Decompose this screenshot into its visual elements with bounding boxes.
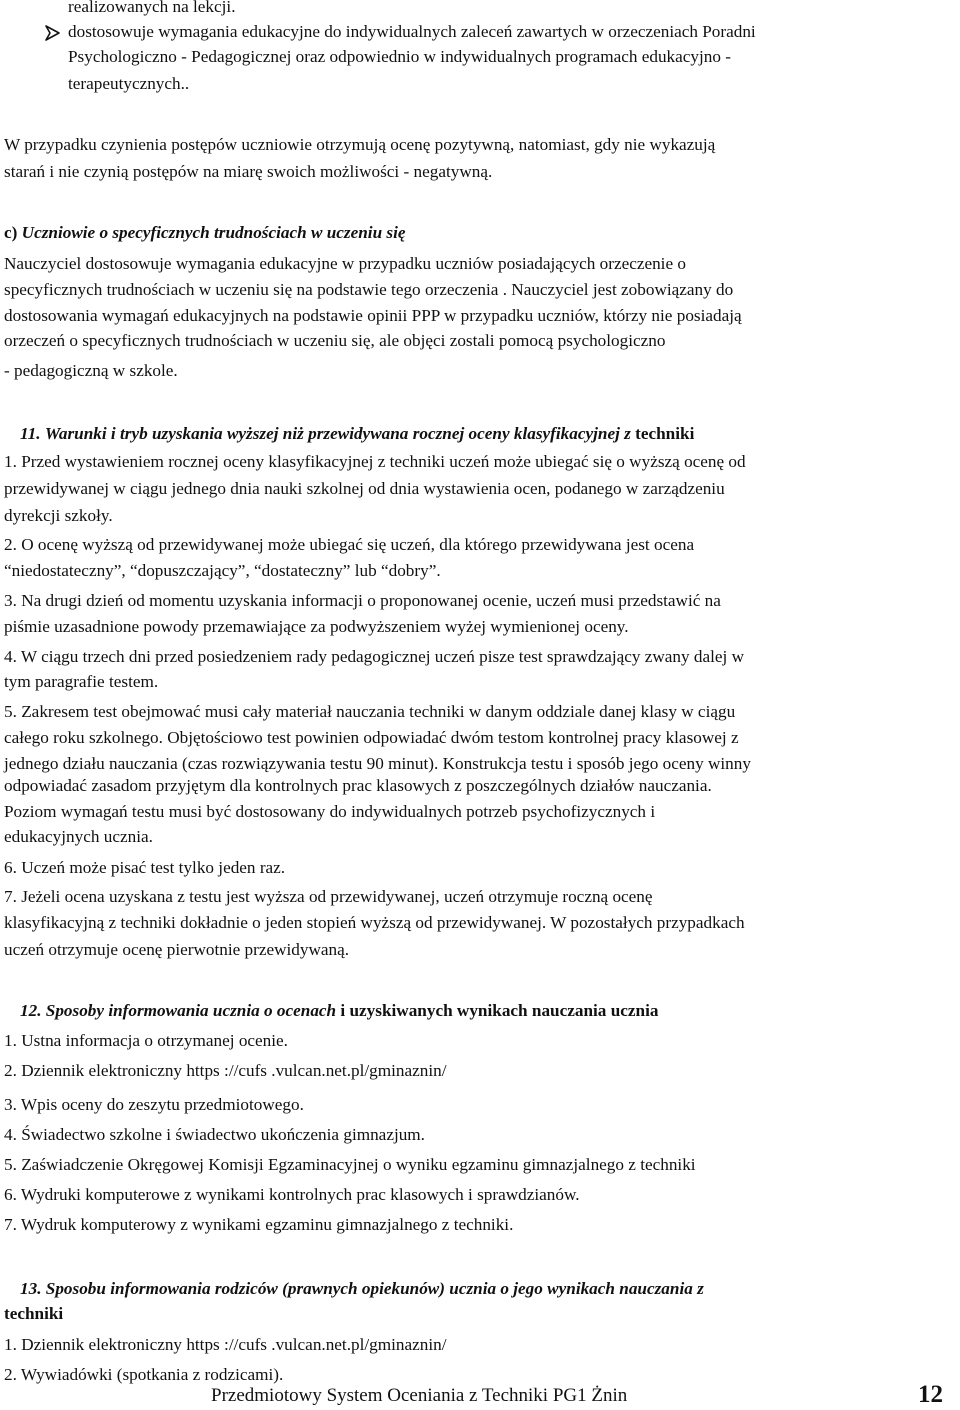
heading-tail: techniki xyxy=(635,424,695,443)
text-line: 7. Jeżeli ocena uzyskana z testu jest wyższa od przewidywanej, uczeń otrzymuje roczną ocenę xyxy=(4,887,653,906)
heading-title: Sposoby informowania ucznia o ocenach xyxy=(45,1001,337,1020)
text-line: starań i nie czynią postępów na miarę swoich możliwości - negatywną. xyxy=(4,162,493,181)
text-line: 5. Zakresem test obejmować musi cały materiał nauczania techniki w danym oddziale danej klasy w ciągu xyxy=(4,702,736,721)
section-heading-13 xyxy=(4,1278,948,1300)
text-line: Poziom wymagań testu musi być dostosowany do indywidualnych potrzeb psychofizycznych i xyxy=(4,802,656,821)
text-line: odpowiadać zasadom przyjętym dla kontrolnych prac klasowych z poszczególnych działów nauczania. xyxy=(4,776,712,795)
text-line: “niedostateczny”, “dopuszczający”, “dostateczny” lub “dobry”. xyxy=(4,561,441,580)
text-line: 3. Na drugi dzień od momentu uzyskania informacji o proponowanej ocenie, uczeń musi przedstawić na xyxy=(4,591,721,610)
text-line: realizowanych na lekcji. xyxy=(68,0,236,16)
text-line: 1. Przed wystawieniem rocznej oceny klasyfikacyjnej z techniki uczeń może ubiegać się o wyższą ocenę od xyxy=(4,452,746,471)
text-line: - pedagogiczną w szkole. xyxy=(4,361,178,380)
bullet-arrow-icon xyxy=(44,24,62,42)
heading-title: Uczniowie o specyficznych trudnościach w uczeniu się xyxy=(21,223,406,242)
list-item: 3. Wpis oceny do zeszytu przedmiotowego. xyxy=(4,1095,304,1114)
heading-number: 11. xyxy=(20,424,41,443)
list-item: 1. Dziennik elektroniczny https ://cufs .vulcan.net.pl/gminaznin/ xyxy=(4,1335,447,1354)
text-line: uczeń otrzymuje ocenę pierwotnie przewidywaną. xyxy=(4,940,350,959)
list-item: 5. Zaświadczenie Okręgowej Komisji Egzaminacyjnej o wyniku egzaminu gimnazjalnego z techniki xyxy=(4,1155,696,1174)
text-line: całego roku szkolnego. Objętościowo test powinien odpowiadać dwóm testom kontrolnej pracy klasowej z xyxy=(4,728,739,747)
text-line: piśmie uzasadnione powody przemawiające za podwyższeniem wyżej wymienionej oceny. xyxy=(4,617,629,636)
text-line: Nauczyciel dostosowuje wymagania edukacyjne w przypadku uczniów posiadających orzeczenie o xyxy=(4,254,686,273)
page-number: 12 xyxy=(918,1381,943,1408)
list-item: 1. Ustna informacja o otrzymanej ocenie. xyxy=(4,1031,288,1050)
text-line: specyficznych trudnościach w uczeniu się na podstawie tego orzeczenia . Nauczyciel jest zobowiązany do xyxy=(4,280,734,299)
list-item: 2. Dziennik elektroniczny https ://cufs .vulcan.net.pl/gminaznin/ xyxy=(4,1061,447,1080)
bullet-line: dostosowuje wymagania edukacyjne do indywidualnych zaleceń zawartych w orzeczeniach Poradni xyxy=(68,22,756,41)
text-line: 4. W ciągu trzech dni przed posiedzeniem rady pedagogicznej uczeń pisze test sprawdzający zwany dalej w xyxy=(4,647,745,666)
list-item: 4. Świadectwo szkolne i świadectwo ukończenia gimnazjum. xyxy=(4,1125,425,1144)
text-line: przewidywanej w ciągu jednego dnia nauki szkolnej od dnia wystawienia ocen, podanego w zarządzeniu xyxy=(4,479,725,498)
text-line: edukacyjnych ucznia. xyxy=(4,827,153,846)
section-heading-12 xyxy=(4,1000,948,1022)
heading-tail: i uzyskiwanych wynikach nauczania ucznia xyxy=(340,1001,659,1020)
text-line: 2. O ocenę wyższą od przewidywanej może ubiegać się uczeń, dla którego przewidywana jest ocena xyxy=(4,535,695,554)
section-heading-11 xyxy=(4,423,948,445)
text-line: orzeczeń o specyficznych trudnościach w uczeniu się, ale objęci zostali pomocą psychologiczno xyxy=(4,331,666,350)
text-line: klasyfikacyjną z techniki dokładnie o jeden stopień wyższą od przewidywanej. W pozostałych przypadkach xyxy=(4,913,745,932)
text-line: dyrekcji szkoły. xyxy=(4,506,113,525)
footer-title: Przedmiotowy System Oceniania z Techniki PG1 Żnin xyxy=(211,1385,628,1406)
heading-prefix: c) xyxy=(4,223,18,242)
text-line: tym paragrafie testem. xyxy=(4,672,159,691)
text-line: dostosowania wymagań edukacyjnych na podstawie opinii PPP w przypadku uczniów, którzy nie posiadają xyxy=(4,306,742,325)
bullet-line: terapeutycznych.. xyxy=(68,74,190,93)
heading-title: Warunki i tryb uzyskania wyższej niż przewidywana rocznej oceny klasyfikacyjnej z xyxy=(44,424,631,443)
list-item: 6. Wydruki komputerowe z wynikami kontrolnych prac klasowych i sprawdzianów. xyxy=(4,1185,580,1204)
list-item: 2. Wywiadówki (spotkania z rodzicami). xyxy=(4,1365,284,1384)
heading-number: 12. xyxy=(20,1001,42,1020)
text-line: 6. Uczeń może pisać test tylko jeden raz. xyxy=(4,858,286,877)
text-line: jednego działu nauczania (czas rozwiązywania testu 90 minut). Konstrukcja testu i sposób jego oceny winny xyxy=(4,754,751,773)
heading-number: 13. xyxy=(20,1279,42,1298)
section-heading-c xyxy=(4,222,948,244)
bullet-line: Psychologiczno - Pedagogicznej oraz odpowiednio w indywidualnych programach edukacyjno - xyxy=(68,47,731,66)
heading-tail: techniki xyxy=(4,1304,64,1323)
list-item: 7. Wydruk komputerowy z wynikami egzaminu gimnazjalnego z techniki. xyxy=(4,1215,514,1234)
heading-title: Sposobu informowania rodziców (prawnych opiekunów) ucznia o jego wynikach nauczania z xyxy=(45,1279,704,1298)
text-line: W przypadku czynienia postępów uczniowie otrzymują ocenę pozytywną, natomiast, gdy nie wykazują xyxy=(4,135,716,154)
